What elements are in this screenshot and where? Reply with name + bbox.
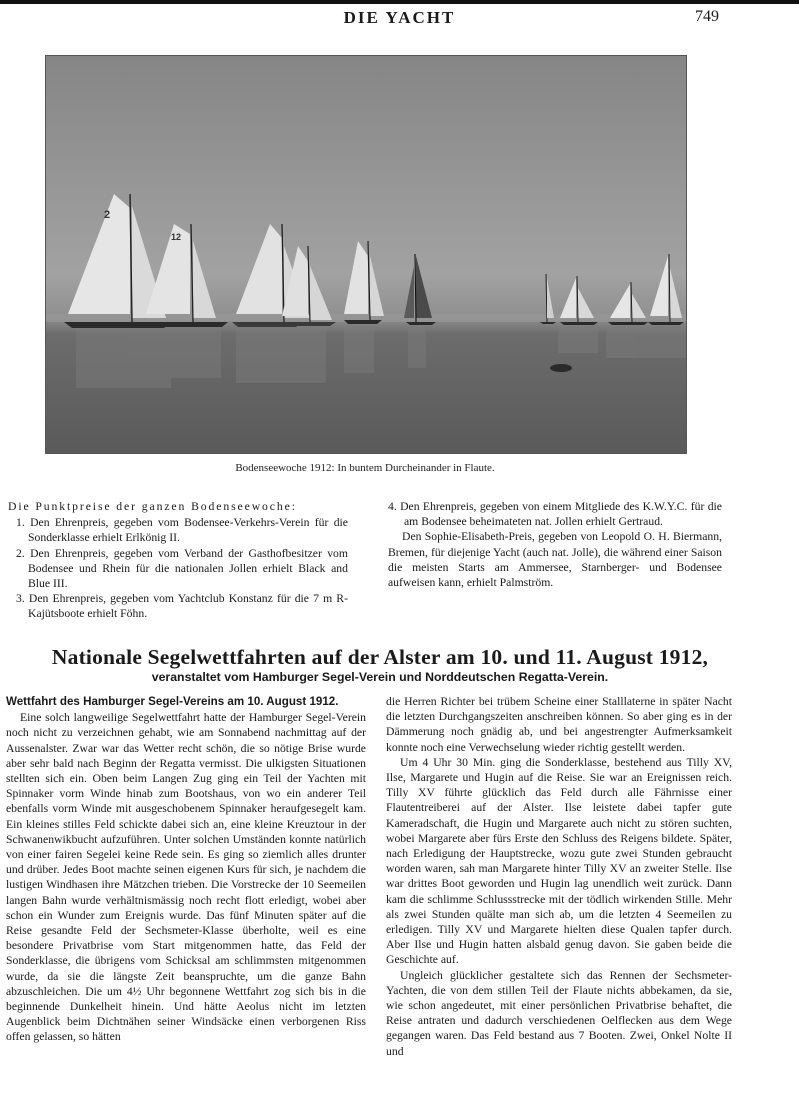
article-headline: Nationale Segelwettfahrten auf der Alster am 10. und 11. August 1912, [51, 645, 709, 669]
article-paragraph: die Herren Richter bei trübem Scheine einer Stalllaterne in später Nacht die letzten Durchgangszeiten anschreiben können. So aber ging es in der Dämmerung noch gnädig ab, und bei angestrengter Aufmerksamkeit konnte noch eine Verwechselung wieder richtig gestellt werden. [386, 695, 732, 754]
prize-list-right [388, 499, 722, 590]
prize-item: 2. Den Ehrenpreis, gegeben vom Verband der Gasthofbesitzer vom Bodensee und Rhein für die nationalen Jollen erhielt Black and Blue III. [16, 546, 348, 591]
article-paragraph: Ungleich glücklicher gestaltete sich das Rennen der Sechsmeter-Yachten, die von dem stillen Teil der Flaute nichts abbekamen, da sie, wie schon angedeutet, mit einer persönlichen Privatbrise behaftet, die Reise antraten und dadurch verschiedenen Oelflecken aus dem Wege gegangen waren. Das Feld bestand aus 7 Booten. Zwei, Onkel Nolte II und [386, 968, 732, 1058]
article-paragraph: Eine solch langweilige Segelwettfahrt hatte der Hamburger Segel-Verein noch nicht zu verzeichnen gehabt, wie am Sonnabend nachmittag auf der Aussenalster. Zwar war das Wetter recht schön, die so nötige Brise wurde aber sehr bald nach Beginn der Regatta vermisst. Die ulkigsten Situationen stellten sich ein. Oben beim Langen Zug ging ein Teil der Yachten mit Spinnaker vorm Winde hinab zum Bootshaus, von wo ein anderer Teil ebenfalls vorm Winde mit ausgeschobenem Spinnaker heraufgesegelt kam. Ein kleines stilles Feld schickte dabei sich an, eine kleine Kreuztour in der Schwanenwikbucht aufzuführen. Unter solchen Umständen konnte natürlich von einer fairen Segelei keine Rede sein. Es ging so ziemlich alles drunter und drüber. Jedes Boot machte seinen eigenen Kurs für sich, je nachdem die lustigen Windhasen ihre Mätzchen trieben. Die Vorstrecke der 10 Seemeilen langen Bahn wurde verhältnismässig noch recht flott erledigt, wobei aber schon ein Wunder zum Ereignis wurde. Das fünf Minuten später auf die Reise gesandte Feld der Sechsmeter-Klasse überholte, weil es eine besondere Privatbrise vom Start mitgenommen hatte, das Feld der Sonderklasse, die übrigens vom Schicksal am schlimmsten mitgenommen wurde, da sie die längste Zeit beanspruchte, um die ganze Bahn abzuschleichen. Die um 4½ Uhr begonnene Wettfahrt zog sich bis in die beginnende Dunkelheit hinein. Und hätte Aeolus nicht im letzten Augenblick beim Dichtnähen seiner Windsäcke einen verborgenen Riss offen gelassen, so hätten [6, 711, 366, 1044]
section-title: Wettfahrt des Hamburger Segel-Vereins am 10. August 1912. [6, 695, 339, 708]
prize-heading: Die Punktpreise der ganzen Bodenseewoche: [8, 500, 297, 513]
regatta-photograph [45, 55, 687, 454]
prize-item: 4. Den Ehrenpreis, gegeben von einem Mitgliede des K.W.Y.C. für die am Bodensee beheimateten nat. Jollen erhielt Gertraud. [388, 500, 722, 529]
prize-item: 3. Den Ehrenpreis, gegeben vom Yachtclub Konstanz für die 7 m R-Kajütsboote erhielt Föhn. [16, 592, 348, 621]
sail-number: 2 [104, 209, 111, 221]
running-title: DIE YACHT [343, 8, 456, 27]
sailboats-illustration [46, 56, 686, 453]
prize-item: 1. Den Ehrenpreis, gegeben vom Bodensee-Verkehrs-Verein für die Sonderklasse erhielt Erlkönig II. [16, 516, 348, 545]
article-column-left [6, 694, 366, 1045]
buoy [550, 364, 572, 372]
article-subheadline: veranstaltet vom Hamburger Segel-Verein und Norddeutschen Regatta-Verein. [151, 670, 609, 684]
article-column-right [386, 694, 732, 1059]
article-paragraph: Um 4 Uhr 30 Min. ging die Sonderklasse, bestehend aus Tilly XV, Ilse, Margarete und Hugin auf die Reise. Sie war an Ereignissen reich. Tilly XV führte glücklich das Feld durch alle Fährnisse einer Flautentreiberei auf der Alster. Ilse leistete dabei tapfer gute Kameradschaft, die Hugin und Margarete auch nicht zu stören suchten, wobei Margarete aber fürs Erste den Schluss des Reigens bildete. Später, nach Erledigung der Hauptstrecke, wozu gute zwei Stunden gebraucht worden waren, sah man Margarete hinter Tilly XV an zweiter Stelle. Ilse war drittes Boot geworden und Hugin lag unendlich weit zurück. Dann kam die schlimme Schlussstrecke mit der tödlich wirkenden Stille. Mehr als zwei Stunden quälte man sich ab, um die letzten 4 Seemeilen zu erledigen. Tilly XV und Margarete hielten diese Qualen tapfer durch. Aber Ilse und Hugin hatten alsbald genug davon. Sie gaben beide die Geschichte auf. [386, 755, 732, 967]
prize-list-left [8, 499, 348, 622]
figure-caption: Bodenseewoche 1912: In buntem Durcheinander in Flaute. [235, 462, 495, 474]
sail-number: 12 [171, 232, 182, 242]
page-top-rule [0, 0, 799, 4]
page-number: 749 [695, 8, 719, 25]
sophie-elisabeth-prize: Den Sophie-Elisabeth-Preis, gegeben von Leopold O. H. Biermann, Bremen, für diejenige Yacht (auch nat. Jolle), die während einer Saison die meisten Starts am Ammersee, Starnberger- und Bodensee aufweisen kann, erhielt Palmström. [388, 530, 722, 590]
